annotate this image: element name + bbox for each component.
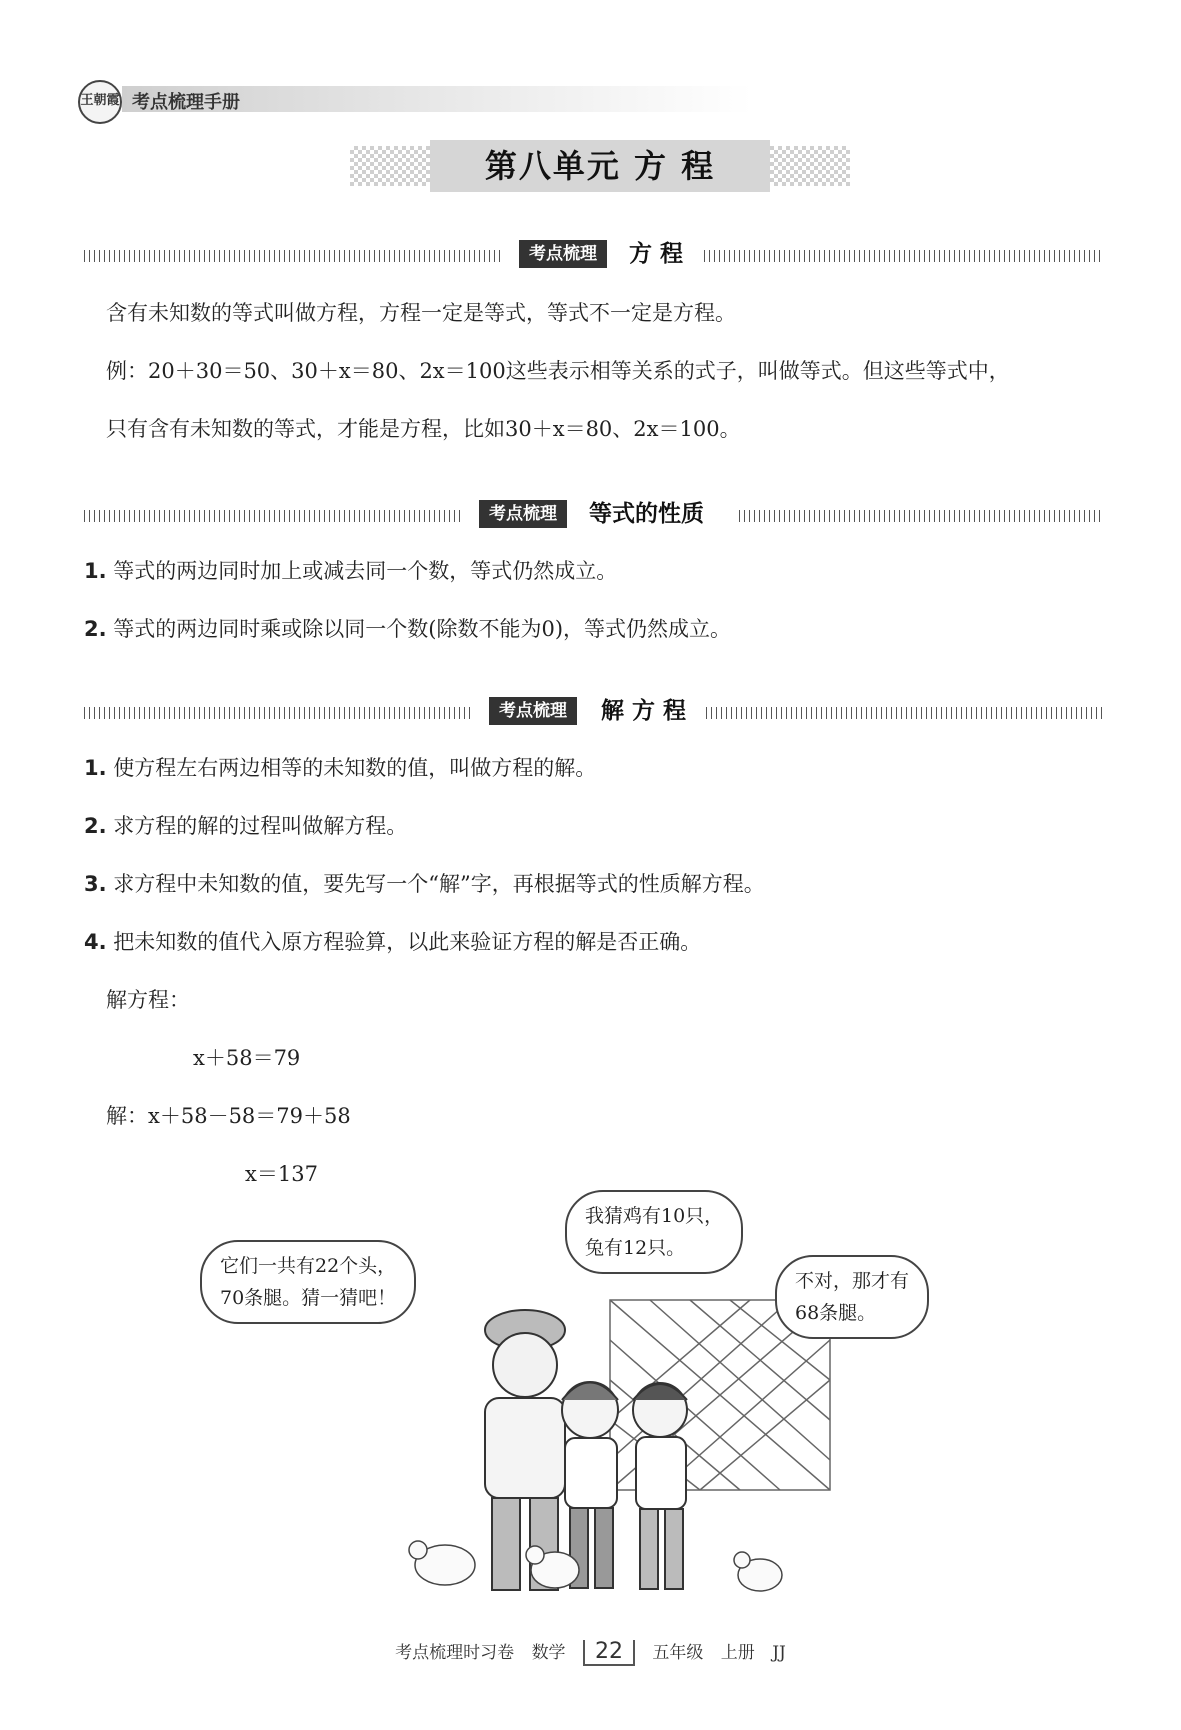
illustration xyxy=(210,1205,970,1600)
list-item xyxy=(84,556,617,586)
section-header-equality-properties xyxy=(84,500,1104,530)
dash-line-left xyxy=(84,707,474,719)
section-title: 解 方 程 xyxy=(601,698,687,724)
item-text: 把未知数的值代入原方程验算，以此来验证方程的解是否正确。 xyxy=(113,930,702,954)
section-header-equation xyxy=(84,240,1104,270)
dash-line-left xyxy=(84,250,504,262)
footer-volume: 上册 xyxy=(720,1643,755,1663)
example-paragraph-line2: 只有含有未知数的等式，才能是方程，比如30＋x＝80、2x＝100。 xyxy=(106,417,741,441)
footer-subject: 数学 xyxy=(531,1643,566,1663)
item-text: 等式的两边同时乘或除以同一个数(除数不能为0)，等式仍然成立。 xyxy=(113,617,732,641)
unit-title: 第八单元 方 程 xyxy=(430,140,770,192)
bubble-line: 它们一共有22个头， xyxy=(220,1255,397,1277)
page-header xyxy=(78,80,778,120)
item-number: 2. xyxy=(84,617,107,641)
item-number: 3. xyxy=(84,872,107,896)
example-paragraph-line1: 例：20＋30＝50、30＋x＝80、2x＝100这些表示相等关系的式子，叫做等式。但这些等式中， xyxy=(106,359,1010,383)
bubble-line: 我猜鸡有10只， xyxy=(585,1205,724,1227)
list-item xyxy=(84,614,731,644)
speech-bubble-boy1 xyxy=(565,1190,743,1274)
man-drawing xyxy=(485,1310,565,1590)
list-item xyxy=(84,753,596,783)
bubble-line: 兔有12只。 xyxy=(585,1237,686,1259)
header-title: 考点梳理手册 xyxy=(132,92,240,113)
footer-grade: 五年级 xyxy=(652,1643,704,1663)
section-tag: 考点梳理 xyxy=(479,500,567,528)
item-text: 求方程中未知数的值，要先写一个“解”字，再根据等式的性质解方程。 xyxy=(113,872,765,896)
page-footer xyxy=(0,1638,1181,1666)
dash-line-right xyxy=(704,250,1104,262)
example-step1: 解：x＋58－58＝79＋58 xyxy=(106,1104,351,1128)
example-equation: x＋58＝79 xyxy=(193,1046,301,1070)
item-number: 1. xyxy=(84,756,107,780)
speech-bubble-boy2 xyxy=(775,1255,929,1339)
section-tag: 考点梳理 xyxy=(489,697,577,725)
publisher-logo: 王朝霞 xyxy=(78,80,122,124)
dash-line-right xyxy=(739,510,1104,522)
list-item xyxy=(84,927,701,957)
dash-line-right xyxy=(706,707,1104,719)
bubble-line: 不对，那才有 xyxy=(795,1270,910,1292)
section-title: 方 程 xyxy=(629,241,684,267)
bubble-line: 70条腿。猜一猜吧！ xyxy=(220,1287,397,1309)
footer-edition: JJ xyxy=(772,1643,786,1663)
item-number: 4. xyxy=(84,930,107,954)
page-number: 22 xyxy=(583,1640,635,1666)
item-text: 求方程的解的过程叫做解方程。 xyxy=(113,814,408,838)
boy2-drawing xyxy=(633,1383,687,1589)
dash-line-left xyxy=(84,510,464,522)
example-step2: x＝137 xyxy=(245,1162,318,1186)
example-label: 解方程： xyxy=(106,988,190,1012)
section-tag: 考点梳理 xyxy=(519,240,607,268)
item-number: 2. xyxy=(84,814,107,838)
bubble-line: 68条腿。 xyxy=(795,1302,877,1324)
section-title: 等式的性质 xyxy=(589,501,704,527)
list-item xyxy=(84,811,407,841)
section-header-solving-equations xyxy=(84,697,1104,727)
item-text: 使方程左右两边相等的未知数的值，叫做方程的解。 xyxy=(113,756,597,780)
definition-paragraph: 含有未知数的等式叫做方程，方程一定是等式，等式不一定是方程。 xyxy=(106,301,736,325)
item-number: 1. xyxy=(84,559,107,583)
unit-title-banner xyxy=(350,140,850,192)
speech-bubble-man xyxy=(200,1240,416,1324)
footer-series: 考点梳理时习卷 xyxy=(395,1643,515,1663)
list-item xyxy=(84,869,765,899)
item-text: 等式的两边同时加上或减去同一个数，等式仍然成立。 xyxy=(113,559,618,583)
